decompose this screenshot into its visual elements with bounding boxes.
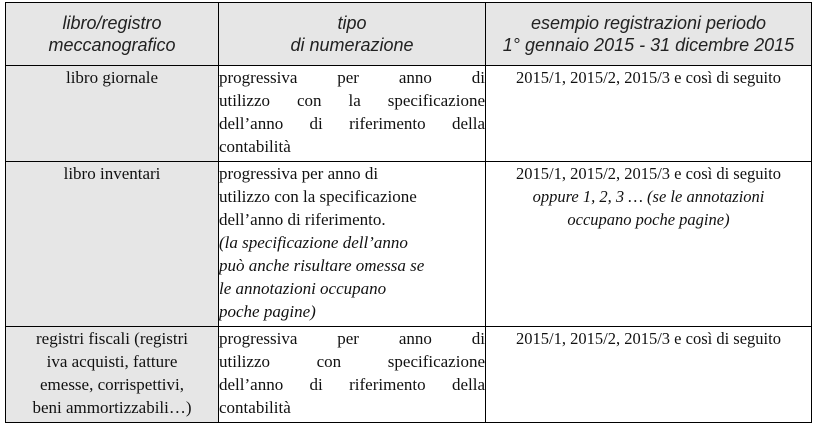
example-cell	[486, 327, 812, 423]
book-cell	[6, 66, 219, 162]
example-note-line: oppure 1, 2, 3 … (se le annotazioni	[532, 187, 765, 206]
numbering-cell	[219, 66, 486, 162]
table-header-row	[6, 3, 812, 66]
header-book-line1: libro/registro	[62, 13, 162, 33]
example-note-line: occupano poche pagine)	[567, 210, 730, 229]
example-text: 2015/1, 2015/2, 2015/3 e così di seguito	[516, 68, 781, 87]
example-text: 2015/1, 2015/2, 2015/3 e così di seguito	[516, 329, 781, 348]
table-row	[6, 327, 812, 423]
book-name: libro giornale	[65, 68, 159, 87]
book-name-line: iva acquisti, fatture	[46, 352, 178, 371]
book-cell	[6, 162, 219, 327]
book-cell	[6, 327, 219, 423]
numbering-line: dell’anno di riferimento della	[219, 114, 485, 133]
book-name: libro inventari	[63, 164, 161, 183]
header-numbering	[219, 3, 486, 66]
example-text: 2015/1, 2015/2, 2015/3 e così di seguito	[516, 164, 781, 183]
header-book-line2: meccanografico	[48, 35, 176, 55]
numbering-line: contabilità	[219, 137, 291, 156]
table-row	[6, 162, 812, 327]
registers-numbering-table	[5, 2, 812, 423]
book-name-line: beni ammortizzabili…)	[32, 398, 192, 417]
numbering-line: contabilità	[219, 398, 291, 417]
header-example-line2: 1° gennaio 2015 - 31 dicembre 2015	[502, 35, 795, 55]
registers-table-wrapper	[5, 2, 812, 423]
numbering-cell	[219, 162, 486, 327]
example-cell	[486, 66, 812, 162]
header-example	[486, 3, 812, 66]
numbering-line: progressiva per anno di	[219, 329, 485, 348]
numbering-line: dell’anno di riferimento.	[219, 210, 386, 229]
numbering-note-line: le annotazioni occupano	[219, 279, 387, 298]
numbering-line: progressiva per anno di	[219, 164, 379, 183]
table-row	[6, 66, 812, 162]
header-example-line1: esempio registrazioni periodo	[530, 13, 767, 33]
numbering-line: utilizzo con la specificazione	[219, 91, 485, 110]
numbering-line: utilizzo con specificazione	[219, 352, 485, 371]
numbering-note-line: (la specificazione dell’anno	[219, 233, 408, 252]
numbering-line: utilizzo con la specificazione	[219, 187, 417, 206]
example-cell	[486, 162, 812, 327]
header-book	[6, 3, 219, 66]
header-numbering-line2: di numerazione	[290, 35, 414, 55]
numbering-cell	[219, 327, 486, 423]
numbering-line: progressiva per anno di	[219, 68, 485, 87]
numbering-note-line: può anche risultare omessa se	[219, 256, 425, 275]
numbering-line: dell’anno di riferimento della	[219, 375, 485, 394]
header-numbering-line1: tipo	[337, 13, 367, 33]
book-name-line: emesse, corrispettivi,	[40, 375, 184, 394]
book-name-line: registri fiscali (registri	[35, 329, 188, 348]
numbering-note-line: poche pagine)	[219, 302, 316, 321]
